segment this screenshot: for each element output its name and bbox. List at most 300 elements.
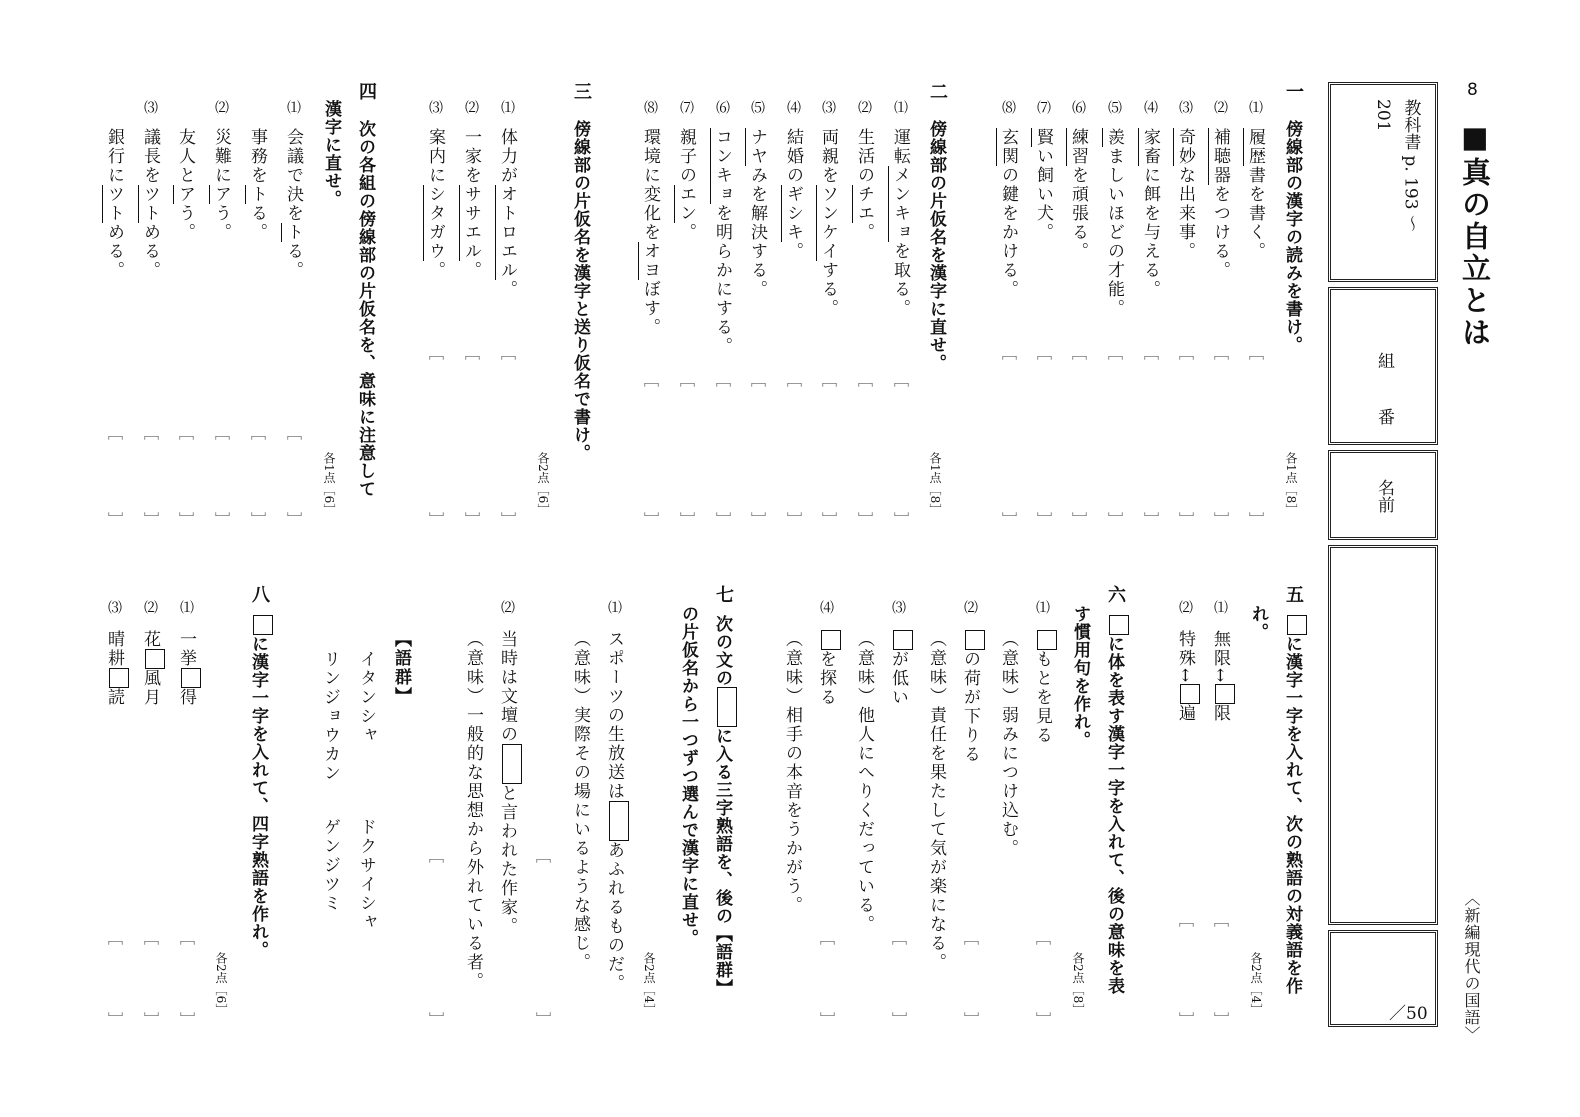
underlined-text: ア <box>211 185 231 204</box>
item-number-text: ⑹ <box>1070 100 1086 114</box>
answer-bracket-open[interactable]: ［ <box>142 930 160 945</box>
word-text: ゲンジツミ <box>320 818 340 913</box>
q6-number-text: 六 <box>1105 585 1126 603</box>
question-item <box>141 128 158 280</box>
q3-points <box>537 452 549 515</box>
question-item <box>855 128 872 242</box>
item-text: 一挙 <box>176 630 196 668</box>
answer-bracket-open[interactable]: ［ <box>534 848 552 863</box>
answer-bracket-open[interactable]: ［ <box>820 372 838 387</box>
answer-bracket-open[interactable]: ［ <box>463 345 481 360</box>
item-number-text: ⑶ <box>820 100 836 114</box>
item-text: 限 <box>1210 704 1230 724</box>
item-meaning <box>999 630 1016 858</box>
q8-instruction-text: に漢字一字を入れて、四字熟語を作れ。 <box>248 635 268 959</box>
q6-points-text: 各2点［8］ <box>1071 952 1085 1016</box>
item-text: の鍵をかける。 <box>998 166 1018 299</box>
item-number <box>643 100 657 114</box>
q1-number <box>1284 82 1302 100</box>
answer-bracket-open[interactable]: ［ <box>285 425 303 440</box>
score-box <box>1328 930 1438 1027</box>
answer-bracket-close[interactable]: ］ <box>642 512 660 527</box>
answer-bracket-close[interactable]: ］ <box>142 1012 160 1027</box>
question-item <box>1105 128 1122 318</box>
item-text: あふれるものだ。 <box>604 841 624 993</box>
item-number-text: ⑵ <box>142 600 158 614</box>
answer-bracket-open[interactable]: ［ <box>1212 912 1230 927</box>
q6-instruction-2 <box>1071 605 1088 749</box>
q4-instruction-2 <box>322 100 339 208</box>
name-box <box>1328 450 1438 540</box>
item-number <box>893 100 907 114</box>
q5-instruction-2 <box>1249 605 1266 641</box>
answer-bracket-close[interactable]: ］ <box>106 512 124 527</box>
answer-bracket-close[interactable]: ］ <box>1000 512 1018 527</box>
name-label: 名前 <box>1374 479 1394 513</box>
item-text: 一家を <box>461 128 481 185</box>
q3-number-text: 三 <box>571 82 592 100</box>
item-text: 体力が <box>497 128 517 185</box>
q5-number <box>1284 585 1302 603</box>
item-text: 読 <box>104 688 124 707</box>
underlined-text: チエ <box>854 185 874 223</box>
answer-bracket-open[interactable]: ［ <box>1142 345 1160 360</box>
item-number-text: ⑻ <box>1000 100 1016 114</box>
question-item <box>889 630 913 707</box>
question-item <box>891 128 908 318</box>
question-item <box>248 128 265 242</box>
q3-number <box>572 82 590 100</box>
q7-points <box>643 952 655 1015</box>
fill-in-box[interactable] <box>717 687 737 727</box>
item-number-text: ⑶ <box>142 100 158 114</box>
item-text: 得 <box>176 688 196 707</box>
word-text: ドクサイシャ <box>356 818 376 932</box>
question-item <box>284 128 301 280</box>
item-number-text: ⑴ <box>606 600 622 614</box>
q6-instruction <box>1105 615 1129 995</box>
question-item <box>677 128 694 242</box>
answer-bracket-close[interactable]: ］ <box>1034 1012 1052 1027</box>
item-text: 当時は文壇の <box>497 630 517 744</box>
answer-bracket-open[interactable]: ［ <box>1106 345 1124 360</box>
item-text: を取る。 <box>890 242 910 318</box>
answer-bracket-open[interactable]: ［ <box>890 930 908 945</box>
item-text: と言われた作家。 <box>497 784 517 936</box>
item-number-text: ⑴ <box>1212 600 1228 614</box>
q5-instruction-text: に漢字一字を入れて、次の熟語の対義語を作 <box>1282 635 1302 995</box>
fill-in-box[interactable] <box>1037 630 1057 650</box>
answer-bracket-open[interactable]: ［ <box>892 372 910 387</box>
question-item <box>1176 630 1200 723</box>
q8-points-text: 各2点［6］ <box>214 952 228 1016</box>
meaning-text: （意味）他人にへりくだっている。 <box>854 630 874 934</box>
answer-bracket-close[interactable]: ］ <box>142 512 160 527</box>
answer-bracket-close[interactable]: ］ <box>1212 1012 1230 1027</box>
question-item <box>1069 128 1086 261</box>
item-number <box>500 100 514 114</box>
item-text: 環境に変化を <box>640 128 660 242</box>
word-option <box>321 650 338 783</box>
q7-number <box>714 585 732 603</box>
item-text: 生活の <box>854 128 874 185</box>
q6-points <box>1072 952 1084 1015</box>
q8-points <box>215 952 227 1015</box>
item-number <box>1071 100 1085 114</box>
underlined-text: 履歴 <box>1245 128 1265 166</box>
item-text: める。 <box>140 223 160 280</box>
item-text: う。 <box>175 204 195 242</box>
underlined-text: オヨ <box>640 242 660 280</box>
answer-bracket-open[interactable]: ［ <box>249 425 267 440</box>
answer-bracket-close[interactable]: ］ <box>177 512 195 527</box>
fill-in-box[interactable] <box>893 630 913 650</box>
underlined-text: オトロエル <box>497 185 517 280</box>
q8-number <box>250 585 268 603</box>
fill-in-box[interactable] <box>253 615 273 635</box>
answer-bracket-close[interactable]: ］ <box>427 1012 445 1027</box>
answer-bracket-close[interactable]: ］ <box>678 512 696 527</box>
item-text: 運転 <box>890 128 910 166</box>
item-number <box>143 100 157 114</box>
item-number-text: ⑵ <box>499 600 515 614</box>
item-text: い飼い犬。 <box>1033 147 1053 242</box>
q5-number-text: 五 <box>1283 585 1304 603</box>
q1-points <box>1285 452 1297 515</box>
item-text: 無限↔ <box>1210 630 1230 685</box>
question-item <box>141 630 165 707</box>
item-text: ましいほどの才能。 <box>1104 147 1124 318</box>
question-item <box>498 128 515 299</box>
underlined-text: ツト <box>104 185 124 223</box>
q8-instruction <box>249 615 273 959</box>
q4-points-text: 各1点［6］ <box>322 452 336 516</box>
answer-bracket-open[interactable]: ［ <box>213 425 231 440</box>
answer-bracket-open[interactable]: ［ <box>427 848 445 863</box>
item-text: 銀行に <box>104 128 124 185</box>
page-number: 8 <box>1467 80 1478 100</box>
answer-bracket-open[interactable]: ［ <box>106 930 124 945</box>
item-text: 特殊↔ <box>1175 630 1195 685</box>
underlined-text: 家畜 <box>1140 128 1160 166</box>
answer-bracket-close[interactable]: ］ <box>1247 512 1265 527</box>
answer-bracket-open[interactable]: ［ <box>178 930 196 945</box>
q6-number <box>1106 585 1124 603</box>
q7-instruction <box>713 615 737 997</box>
q5-points <box>1250 952 1262 1015</box>
answer-bracket-open[interactable]: ［ <box>427 345 445 360</box>
answer-bracket-open[interactable]: ［ <box>1000 345 1018 360</box>
item-number <box>1036 100 1050 114</box>
item-text: に餌を与える。 <box>1140 166 1160 299</box>
meaning-text: （意味）一般的な思想から外れている者。 <box>463 630 483 991</box>
fill-in-box[interactable] <box>965 630 985 650</box>
item-number <box>750 100 764 114</box>
word-option <box>357 818 374 932</box>
q7-instruction-text: 次の文の <box>712 615 732 687</box>
answer-bracket-open[interactable]: ［ <box>856 372 874 387</box>
item-text: をつける。 <box>1210 185 1230 280</box>
textbook-box <box>1328 82 1438 282</box>
item-number-text: ⑶ <box>106 600 122 614</box>
underlined-text: 奇妙 <box>1175 128 1195 166</box>
item-number-text: ⑴ <box>1034 600 1050 614</box>
q1-instruction <box>1283 120 1300 354</box>
item-number-text: ⑶ <box>1177 100 1193 114</box>
item-number-text: ⑵ <box>1212 100 1228 114</box>
item-text: もとを見る <box>1032 650 1052 745</box>
item-number <box>143 600 157 614</box>
item-number <box>963 600 977 614</box>
item-text: 。 <box>497 280 517 299</box>
answer-bracket-open[interactable]: ［ <box>1177 345 1195 360</box>
answer-bracket-close[interactable]: ］ <box>1212 512 1230 527</box>
question-item <box>641 128 658 337</box>
item-meaning <box>783 630 800 915</box>
answer-bracket-close[interactable]: ］ <box>1177 1012 1195 1027</box>
question-item <box>713 128 730 356</box>
meaning-text: （意味）責任を果たして気が楽になる。 <box>926 630 946 972</box>
item-number-text: ⑵ <box>213 100 229 114</box>
q6-instruction-text: す慣用句を作れ。 <box>1070 605 1090 749</box>
meaning-text: （意味）実際その場にいるような感じ。 <box>570 630 590 972</box>
q7-points-text: 各2点［4］ <box>642 952 656 1016</box>
underlined-text: コンキョ <box>712 128 732 204</box>
q5-instruction <box>1283 615 1307 995</box>
item-text: みを解決する。 <box>747 166 767 299</box>
item-text: 。 <box>425 261 445 280</box>
answer-bracket-close[interactable]: ］ <box>106 1012 124 1027</box>
answer-bracket-close[interactable]: ］ <box>714 512 732 527</box>
item-text: 議長を <box>140 128 160 185</box>
fill-in-box[interactable] <box>109 668 129 688</box>
question-item <box>176 128 193 242</box>
fill-in-box[interactable] <box>145 649 165 669</box>
answer-bracket-close[interactable]: ］ <box>1106 512 1124 527</box>
q5-instruction-text: れ。 <box>1248 605 1268 641</box>
answer-bracket-close[interactable]: ］ <box>427 512 445 527</box>
item-number <box>1178 100 1192 114</box>
item-number <box>679 100 693 114</box>
word-group-label <box>392 630 409 706</box>
question-item <box>1033 630 1057 745</box>
item-number-text: ⑴ <box>1247 100 1263 114</box>
item-number <box>179 600 193 614</box>
item-text: 親子の <box>676 128 696 185</box>
item-text: 花 <box>140 630 160 649</box>
item-text: 会議で決を <box>283 128 303 223</box>
answer-bracket-open[interactable]: ［ <box>1070 345 1088 360</box>
answer-bracket-close[interactable]: ］ <box>534 1012 552 1027</box>
item-number-text: ⑵ <box>1177 600 1193 614</box>
underlined-text: 羨 <box>1104 128 1124 147</box>
word-text: リンジョウカン <box>320 650 340 783</box>
answer-bracket-close[interactable]: ］ <box>178 1012 196 1027</box>
q2-number <box>928 82 946 100</box>
question-item <box>1246 128 1263 261</box>
item-number-text: ⑹ <box>714 100 730 114</box>
answer-bracket-close[interactable]: ］ <box>1070 512 1088 527</box>
question-item <box>105 128 122 280</box>
item-number <box>1107 100 1121 114</box>
item-number-text: ⑵ <box>962 600 978 614</box>
question-item <box>105 630 129 707</box>
question-item <box>177 630 201 707</box>
fill-in-box[interactable] <box>502 744 522 784</box>
item-number-text: ⑵ <box>856 100 872 114</box>
textbook-range: 教科書 p. 193 ～ 201 <box>1373 99 1421 232</box>
answer-bracket-open[interactable]: ［ <box>642 372 660 387</box>
page-title: ■真の自立とは <box>1458 120 1492 349</box>
underlined-text: ア <box>175 185 195 204</box>
answer-bracket-close[interactable]: ］ <box>249 512 267 527</box>
q7-instruction-text: の片仮名から一つずつ選んで漢字に直せ。 <box>678 605 698 947</box>
word-option <box>357 650 374 745</box>
item-text: ぼす。 <box>640 280 660 337</box>
answer-bracket-close[interactable]: ］ <box>499 512 517 527</box>
item-text: 風月 <box>140 669 160 707</box>
question-item <box>1211 128 1228 280</box>
item-number-text: ⑴ <box>499 100 515 114</box>
answer-bracket-open[interactable]: ［ <box>1035 345 1053 360</box>
fill-in-box[interactable] <box>1109 615 1129 635</box>
answer-bracket-close[interactable]: ］ <box>749 512 767 527</box>
q4-points <box>323 452 335 515</box>
answer-bracket-open[interactable]: ［ <box>678 372 696 387</box>
q2-points <box>929 452 941 515</box>
underlined-text: 補聴器 <box>1210 128 1230 185</box>
item-meaning <box>927 630 944 972</box>
item-text: を明らかにする。 <box>712 204 732 356</box>
item-number <box>464 100 478 114</box>
class-number-box <box>1328 287 1438 445</box>
item-text: 事務を <box>247 128 267 185</box>
item-text: 結婚の <box>783 128 803 185</box>
item-number-text: ⑷ <box>785 100 801 114</box>
question-item <box>961 630 985 764</box>
question-item <box>999 128 1016 299</box>
item-number <box>1001 100 1015 114</box>
fill-in-box[interactable] <box>1287 615 1307 635</box>
answer-bracket-open[interactable]: ［ <box>962 930 980 945</box>
question-item <box>498 630 522 936</box>
item-number <box>286 100 300 114</box>
answer-bracket-open[interactable]: ［ <box>106 425 124 440</box>
answer-bracket-open[interactable]: ［ <box>785 372 803 387</box>
item-number <box>821 100 835 114</box>
question-item <box>817 630 841 707</box>
question-item <box>819 128 836 318</box>
item-number <box>500 600 514 614</box>
answer-bracket-close[interactable]: ］ <box>285 512 303 527</box>
q4-instruction <box>356 120 373 498</box>
item-number <box>715 100 729 114</box>
item-number <box>1035 600 1049 614</box>
underlined-text: ソンケイ <box>818 185 838 261</box>
item-text: う。 <box>211 204 231 242</box>
answer-bracket-open[interactable]: ［ <box>1034 930 1052 945</box>
item-text: 。 <box>783 242 803 261</box>
answer-bracket-open[interactable]: ［ <box>177 425 195 440</box>
q1-points-text: 各1点［8］ <box>1284 452 1298 516</box>
answer-bracket-close[interactable]: ］ <box>213 512 231 527</box>
answer-bracket-close[interactable]: ］ <box>856 512 874 527</box>
answer-bracket-open[interactable]: ［ <box>1177 912 1195 927</box>
underlined-text: ナヤ <box>747 128 767 166</box>
item-number <box>1143 100 1157 114</box>
underlined-text: エン <box>676 185 696 223</box>
answer-bracket-close[interactable]: ］ <box>463 512 481 527</box>
item-number <box>428 100 442 114</box>
item-text: 。 <box>854 223 874 242</box>
question-item <box>1141 128 1158 299</box>
item-number-text: ⑻ <box>642 100 658 114</box>
answer-bracket-open[interactable]: ［ <box>714 372 732 387</box>
answer-bracket-close[interactable]: ］ <box>962 1012 980 1027</box>
item-text: 両親を <box>818 128 838 185</box>
item-text: スポーツの生放送は <box>604 630 624 801</box>
answer-bracket-close[interactable]: ］ <box>1177 512 1195 527</box>
underlined-text: 賢 <box>1033 128 1053 147</box>
item-text: を探る <box>816 650 836 707</box>
q2-points-text: 各1点［8］ <box>928 452 942 516</box>
question-item <box>1034 128 1051 242</box>
question-item <box>605 630 629 993</box>
underlined-text: 玄関 <box>998 128 1018 166</box>
fill-in-box[interactable] <box>181 668 201 688</box>
item-number <box>107 600 121 614</box>
fill-in-box[interactable] <box>1215 684 1235 704</box>
item-text: 友人と <box>175 128 195 185</box>
fill-in-box[interactable] <box>1180 684 1200 704</box>
word-group-text: 【語群】 <box>391 630 411 706</box>
item-number <box>857 100 871 114</box>
underlined-text: シタガウ <box>425 185 445 261</box>
fill-in-box[interactable] <box>609 801 629 841</box>
answer-bracket-close[interactable]: ］ <box>892 512 910 527</box>
answer-bracket-open[interactable]: ［ <box>142 425 160 440</box>
answer-bracket-open[interactable]: ［ <box>749 372 767 387</box>
item-text: 遍 <box>1175 704 1195 724</box>
underlined-text: ササエル <box>461 185 481 261</box>
item-meaning <box>571 630 588 972</box>
answer-bracket-open[interactable]: ［ <box>499 345 517 360</box>
answer-bracket-open[interactable]: ［ <box>1212 345 1230 360</box>
answer-bracket-close[interactable]: ］ <box>820 512 838 527</box>
q6-instruction-text: に体を表す漢字一字を入れて、後の意味を表 <box>1104 635 1124 995</box>
answer-bracket-close[interactable]: ］ <box>890 1012 908 1027</box>
meaning-text: （意味）弱みにつけ込む。 <box>998 630 1018 858</box>
answer-bracket-open[interactable]: ［ <box>818 930 836 945</box>
answer-bracket-open[interactable]: ［ <box>1247 345 1265 360</box>
question-item <box>748 128 765 299</box>
fill-in-box[interactable] <box>821 630 841 650</box>
answer-bracket-close[interactable]: ］ <box>785 512 803 527</box>
q4-number <box>357 82 375 100</box>
q1-number-text: 一 <box>1283 82 1304 100</box>
answer-bracket-close[interactable]: ］ <box>1142 512 1160 527</box>
question-item <box>1211 630 1235 723</box>
name-field[interactable] <box>1328 545 1438 925</box>
item-number <box>786 100 800 114</box>
answer-bracket-close[interactable]: ］ <box>1035 512 1053 527</box>
item-text: を頑張る。 <box>1068 166 1088 261</box>
item-text: 災難に <box>211 128 231 185</box>
answer-bracket-close[interactable]: ］ <box>818 1012 836 1027</box>
question-item <box>1176 128 1193 261</box>
word-text: イタンシャ <box>356 650 376 745</box>
q7-instruction-text: に入る三字熟語を、後の【語群】 <box>712 727 732 997</box>
